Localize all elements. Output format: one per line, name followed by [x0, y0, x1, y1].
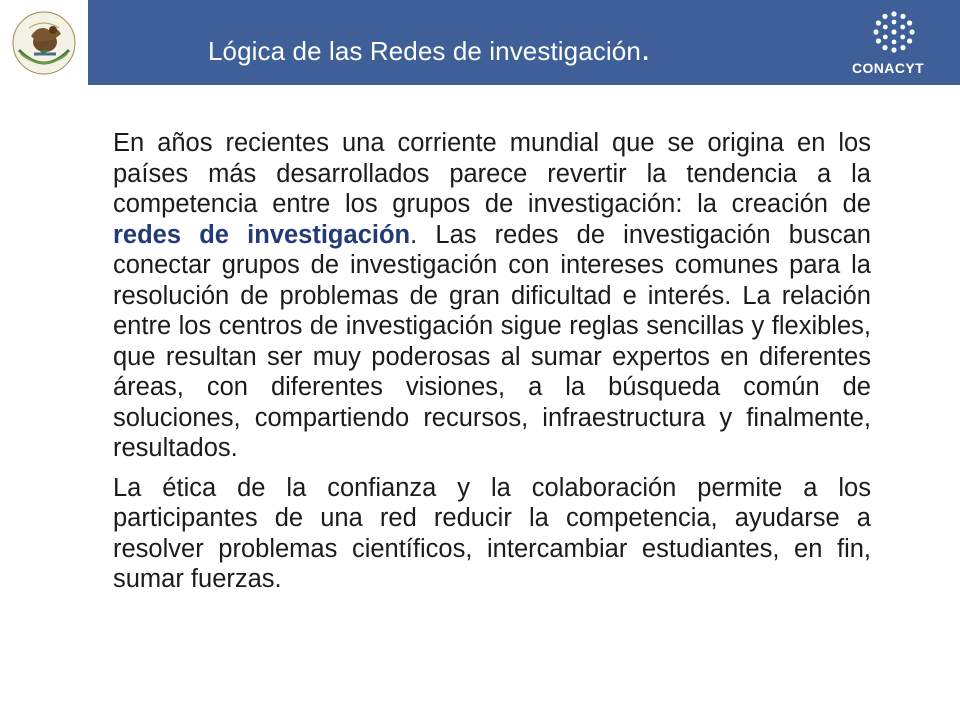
slide-title: Lógica de las Redes de investigación. [208, 30, 651, 68]
paragraph-2: La ética de la confianza y la colaboración permite a los participantes de una red reducir la competencia, ayudarse a resolver problemas científicos, intercambiar estudiantes, en fin, sumar fuerzas. [113, 473, 871, 593]
slide-body [113, 128, 871, 604]
conacyt-dots-icon [872, 10, 916, 54]
conacyt-wordmark: CONACYT [852, 60, 925, 76]
title-period: . [640, 30, 651, 68]
paragraph-1-text-a: En años recientes una corriente mundial que se origina en los países más desarrollados parece revertir la tendencia a la competencia entre los grupos de investigación: la creación de [113, 129, 871, 218]
paragraph-1 [113, 128, 871, 464]
seal-container [0, 0, 88, 85]
mexican-coat-of-arms-icon [9, 10, 79, 76]
highlighted-term: redes de investigación [113, 220, 411, 249]
paragraph-1-text-b: . Las redes de investigación buscan conectar grupos de investigación con intereses comunes para la resolución de problemas de gran dificultad e interés. La relación entre los centros de investigación sigue reglas sencillas y flexibles, que resultan ser muy poderosas al sumar expertos en diferentes áreas, con diferentes visiones, a la búsqueda común de soluciones, compartiendo recursos, infraestructura y finalmente, resultados. [113, 220, 871, 462]
conacyt-logo [842, 10, 942, 78]
